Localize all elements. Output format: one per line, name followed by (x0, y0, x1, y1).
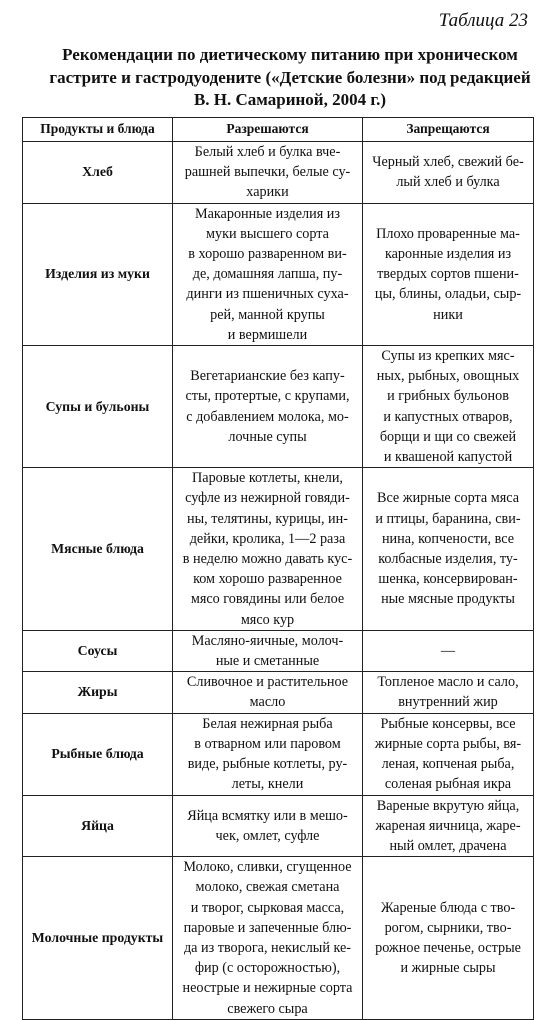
allowed-text-line: Молоко, сливки, сгущенное (183, 859, 352, 876)
allowed-text-line: неострые и нежирные сорта (182, 980, 353, 997)
allowed-text-line: мясо говядины или белое (190, 591, 345, 608)
table-row (23, 713, 534, 795)
caption-line: В. Н. Самариной, 2004 г.) (193, 90, 387, 109)
allowed-text-line: Масляно-яичные, молоч- (191, 632, 344, 649)
forbidden-text-line: ные мясные продукты (381, 591, 515, 608)
forbidden-text-line: твердых сортов пшени- (377, 266, 519, 283)
header-row (23, 118, 534, 142)
allowed-text-line: молоко, свежая сметана (195, 879, 340, 896)
product-cell: Рыбные блюда (23, 713, 173, 795)
table-row (23, 468, 534, 631)
allowed-text-line: ком хорошо разваренное (193, 571, 342, 588)
table-caption (40, 44, 540, 112)
caption-line: Рекомендации по диетическому питанию при хроническом (62, 45, 518, 64)
forbidden-cell (363, 672, 534, 713)
forbidden-text-line: колбасные изделия, ту- (378, 551, 518, 568)
allowed-text-line: дейки, кролика, 1—2 раза (189, 530, 346, 547)
allowed-text-line: Паровые котлеты, кнели, (192, 470, 343, 487)
caption-line: гастрите и гастродуодените («Детские болезни» под редакцией (49, 67, 531, 87)
forbidden-text-line: лый хлеб и булка (396, 174, 500, 191)
allowed-text-line: ны, телятины, курицы, ин- (187, 510, 348, 527)
forbidden-text-line: Супы из крепких мяс- (381, 348, 515, 365)
forbidden-text-line: Рыбные консервы, все (380, 715, 516, 732)
product-cell: Яйца (23, 795, 173, 857)
diet-table (22, 117, 534, 1020)
forbidden-text-line: Черный хлеб, свежий бе- (372, 154, 524, 171)
header-products: Продукты и блюда (23, 118, 173, 142)
allowed-text-line: паровые и запеченные блю- (183, 919, 352, 936)
forbidden-text-line: Плохо проваренные ма- (376, 225, 520, 242)
forbidden-text-line: ных, рыбных, овощных (376, 368, 520, 385)
allowed-text-line: с добавлением молока, мо- (186, 408, 349, 425)
allowed-text-line: муки высшего сорта (206, 225, 329, 242)
forbidden-text-line: Все жирные сорта мяса (376, 490, 520, 507)
forbidden-text-line: рожное печенье, острые (375, 939, 521, 956)
forbidden-text-line: жареная яичница, жаре- (375, 817, 521, 834)
forbidden-text-line: цы, блины, оладьи, сыр- (374, 286, 522, 303)
table-row (23, 795, 534, 857)
table-body (23, 142, 534, 1020)
forbidden-text-line: и капустных отваров, (383, 408, 513, 425)
forbidden-text-line: Вареные вкрутую яйца, (376, 797, 520, 814)
forbidden-text-line: и квашеной капустой (383, 449, 513, 466)
forbidden-text-line: Жареные блюда с тво- (380, 899, 516, 916)
allowed-text-line: в неделю можно давать кус- (182, 551, 353, 568)
allowed-text-line: виде, рыбные котлеты, ру- (187, 756, 348, 773)
product-cell: Мясные блюда (23, 468, 173, 631)
forbidden-cell (363, 468, 534, 631)
forbidden-text-line: — (440, 642, 456, 659)
allowed-text-line: харики (246, 184, 289, 201)
allowed-text-line: леты, кнели (231, 776, 304, 793)
allowed-cell (173, 346, 363, 468)
forbidden-text-line: соленая рыбная икра (384, 776, 512, 793)
allowed-cell (173, 630, 363, 671)
table-row (23, 630, 534, 671)
allowed-text-line: Вегетарианские без капу- (190, 368, 345, 385)
allowed-text-line: фир (с осторожностью), (194, 960, 341, 977)
product-cell: Супы и бульоны (23, 346, 173, 468)
forbidden-cell (363, 713, 534, 795)
allowed-cell (173, 468, 363, 631)
allowed-cell (173, 713, 363, 795)
header-allowed: Разрешаются (173, 118, 363, 142)
table-row (23, 142, 534, 204)
allowed-text-line: рей, манной крупы (210, 306, 325, 323)
allowed-text-line: ные и сметанные (215, 653, 320, 670)
product-cell: Молочные продукты (23, 857, 173, 1020)
table-row (23, 203, 534, 345)
forbidden-text-line: леная, копченая рыба, (381, 756, 515, 773)
allowed-text-line: Макаронные изделия из (194, 205, 341, 222)
allowed-cell (173, 203, 363, 345)
forbidden-text-line: шенка, консервирован- (378, 571, 518, 588)
product-cell: Хлеб (23, 142, 173, 204)
allowed-text-line: свежего сыра (227, 1000, 308, 1017)
table-row (23, 346, 534, 468)
allowed-text-line: мясо кур (240, 611, 295, 628)
forbidden-cell (363, 346, 534, 468)
allowed-text-line: Белый хлеб и булка вче- (194, 144, 341, 160)
allowed-text-line: чек, омлет, суфле (215, 827, 320, 844)
allowed-text-line: Яйца всмятку или в мешо- (187, 807, 348, 824)
table-row (23, 857, 534, 1020)
allowed-text-line: лочные супы (228, 428, 307, 445)
forbidden-text-line: и грибных бульонов (387, 388, 509, 405)
allowed-text-line: Сливочное и растительное (186, 674, 349, 691)
forbidden-cell (363, 630, 534, 671)
forbidden-text-line: рогом, сырники, тво- (384, 919, 512, 936)
allowed-text-line: да из творога, некислый ке- (183, 939, 352, 956)
forbidden-text-line: ный омлет, драчена (389, 837, 507, 854)
allowed-text-line: сты, протертые, с крупами, (185, 388, 350, 405)
table-number: Таблица 23 (438, 10, 528, 31)
forbidden-text-line: нина, копчености, все (381, 530, 515, 547)
allowed-text-line: и творог, сырковая масса, (190, 899, 345, 916)
product-cell: Изделия из муки (23, 203, 173, 345)
allowed-text-line: де, домашняя лапша, пу- (192, 266, 343, 283)
allowed-cell (173, 795, 363, 857)
forbidden-text-line: и птицы, баранина, сви- (375, 510, 521, 527)
allowed-text-line: и вермишели (227, 326, 308, 343)
forbidden-cell (363, 857, 534, 1020)
allowed-cell (173, 857, 363, 1020)
forbidden-text-line: каронные изделия из (384, 246, 512, 263)
allowed-text-line: в хорошо разваренном ви- (188, 246, 347, 263)
allowed-cell (173, 142, 363, 204)
forbidden-text-line: жирные сорта рыбы, вя- (374, 735, 522, 752)
forbidden-text-line: и жирные сыры (400, 960, 496, 977)
allowed-text-line: суфле из нежирной говяди- (185, 490, 350, 507)
forbidden-text-line: борщи и щи со свежей (379, 428, 517, 445)
allowed-text-line: рашней выпечки, белые су- (184, 164, 351, 181)
allowed-text-line: масло (249, 694, 286, 711)
allowed-text-line: в отварном или паровом (194, 735, 341, 752)
allowed-text-line: Белая нежирная рыба (202, 715, 333, 732)
product-cell: Жиры (23, 672, 173, 713)
product-cell: Соусы (23, 630, 173, 671)
allowed-cell (173, 672, 363, 713)
forbidden-text-line: внутренний жир (398, 694, 498, 711)
forbidden-cell (363, 203, 534, 345)
forbidden-text-line: ники (433, 306, 463, 323)
table-row (23, 672, 534, 713)
forbidden-cell (363, 795, 534, 857)
header-forbidden: Запрещаются (363, 118, 534, 142)
forbidden-text-line: Топленое масло и сало, (377, 674, 519, 691)
forbidden-cell (363, 142, 534, 204)
allowed-text-line: динги из пшеничных суха- (186, 286, 349, 303)
